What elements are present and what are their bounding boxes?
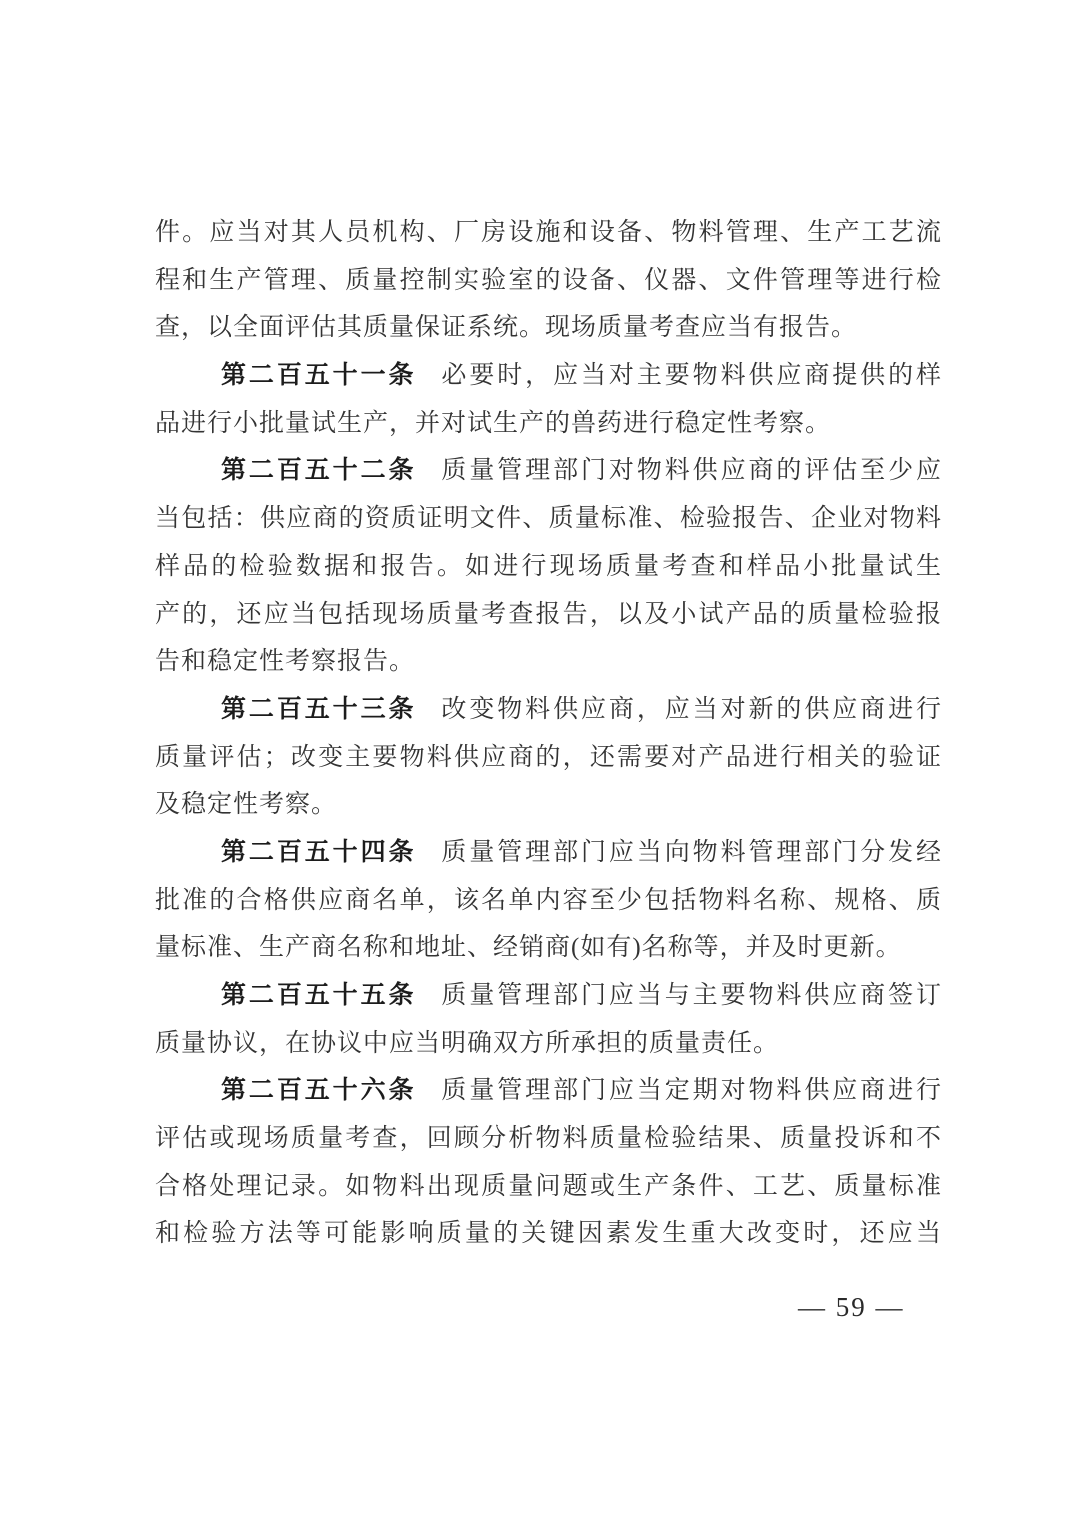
text-line [155, 495, 942, 543]
line-text: 质量管理部门应当与主要物料供应商签订 [441, 982, 942, 1009]
line-text: 改变物料供应商，应当对新的供应商进行 [441, 695, 942, 723]
page-number: — 59 — [798, 1292, 905, 1322]
line-text: 及稳定性考察。 [155, 791, 338, 819]
text-line [155, 1115, 942, 1163]
text-line [155, 638, 942, 686]
article-number: 第二百五十四条 [221, 837, 417, 866]
line-text: 程和生产管理、质量控制实验室的设备、仪器、文件管理等进行检 [155, 266, 942, 294]
line-text: 质量管理部门对物料供应商的评估至少应 [441, 457, 942, 485]
line-text: 评估或现场质量考查，回顾分析物料质量检验结果、质量投诉和不 [155, 1125, 942, 1153]
article-number: 第二百五十三条 [221, 694, 417, 723]
article-number: 第二百五十五条 [221, 981, 417, 1009]
line-text: 查，以全面评估其质量保证系统。现场质量考查应当有报告。 [155, 314, 858, 342]
text-line-article-251 [155, 352, 942, 400]
text-line [155, 877, 942, 925]
line-text: 批准的合格供应商名单，该名单内容至少包括物料名称、规格、质 [155, 886, 942, 914]
line-text: 件。应当对其人员机构、厂房设施和设备、物料管理、生产工艺流 [155, 219, 942, 246]
line-text: 质量评估；改变主要物料供应商的，还需要对产品进行相关的验证 [155, 743, 942, 771]
line-text: 告和稳定性考察报告。 [155, 648, 416, 676]
text-line [155, 591, 942, 639]
text-line [155, 543, 942, 591]
line-text: 量标准、生产商名称和地址、经销商(如有)名称等，并及时更新。 [155, 934, 902, 962]
line-text: 质量管理部门应当向物料管理部门分发经 [441, 838, 942, 866]
article-number: 第二百五十六条 [221, 1076, 417, 1105]
text-line [155, 209, 942, 257]
text-line [155, 734, 942, 782]
text-line [155, 1210, 942, 1258]
text-line-article-252 [155, 447, 942, 495]
line-text: 产的，还应当包括现场质量考查报告，以及小试产品的质量检验报 [155, 600, 942, 628]
text-line [155, 781, 942, 829]
article-number: 第二百五十二条 [221, 456, 417, 485]
text-line [155, 1020, 942, 1068]
text-line [155, 304, 942, 352]
document-text-block [155, 209, 942, 1258]
line-text: 合格处理记录。如物料出现质量问题或生产条件、工艺、质量标准 [155, 1172, 942, 1200]
text-line-article-253 [155, 686, 942, 734]
line-text: 样品的检验数据和报告。如进行现场质量考查和样品小批量试生 [155, 552, 942, 580]
line-text: 质量协议，在协议中应当明确双方所承担的质量责任。 [155, 1029, 780, 1057]
text-line-article-254 [155, 829, 942, 877]
line-text: 必要时，应当对主要物料供应商提供的样 [441, 362, 942, 390]
line-text: 质量管理部门应当定期对物料供应商进行 [441, 1077, 942, 1105]
text-line-article-255 [155, 972, 942, 1020]
line-text: 品进行小批量试生产，并对试生产的兽药进行稳定性考察。 [155, 409, 832, 437]
line-text: 当包括：供应商的资质证明文件、质量标准、检验报告、企业对物料 [155, 505, 942, 533]
line-text: 和检验方法等可能影响质量的关键因素发生重大改变时，还应当 [155, 1220, 942, 1248]
text-line [155, 1163, 942, 1211]
text-line-article-256 [155, 1067, 942, 1115]
text-line [155, 924, 942, 972]
text-line [155, 400, 942, 448]
article-number: 第二百五十一条 [221, 361, 417, 390]
text-line [155, 257, 942, 305]
